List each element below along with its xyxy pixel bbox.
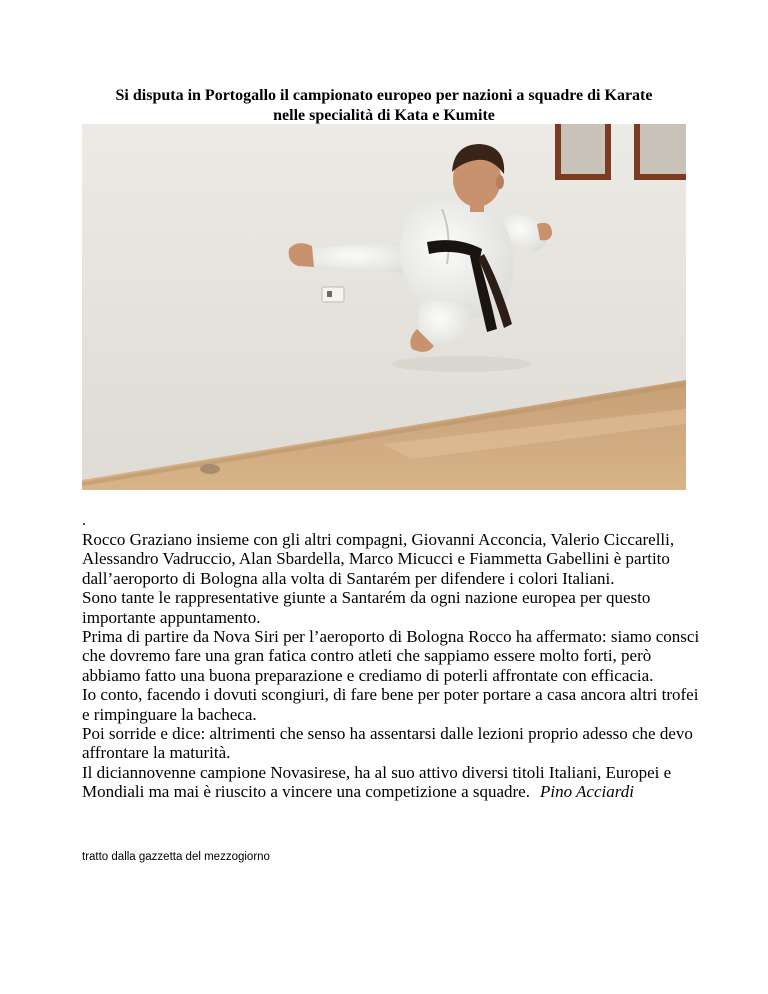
article-paragraph: Sono tante le rappresentative giunte a Santarém da ogni nazione europea per questo importante appuntamento.	[82, 588, 651, 627]
headline	[0, 86, 768, 126]
headline-line-2: nelle specialità di Kata e Kumite	[273, 107, 495, 124]
article-last-text: Il diciannovenne campione Novasirese, ha al suo attivo diversi titoli Italiani, Europei e Mondiali ma mai è riuscito a vincere una competizione a squadre.	[82, 762, 672, 802]
article-paragraph: Rocco Graziano insieme con gli altri compagni, Giovanni Acconcia, Valerio Ciccarelli, Alessandro Vadruccio, Alan Sbardella, Marco Micucci e Fiammetta Gabellini è partito dall’aeroporto di Bologna alla volta di Santarém per difendere i colori Italiani.	[82, 530, 675, 588]
article-author: Pino Acciardi	[539, 782, 634, 802]
article-paragraph: Poi sorride e dice: altrimenti che senso ha assentarsi dalle lezioni proprio adesso che devo affrontare la maturità.	[82, 724, 693, 763]
karate-jump-kick-photo	[82, 124, 686, 490]
article-paragraph: Prima di partire da Nova Siri per l’aeroporto di Bologna Rocco ha affermato: siamo consci che dovremo fare una gran fatica contro atleti che sappiamo essere molto forti, però abbiamo fatto una buona preparazione e crediamo di poterli affrontate con efficacia.	[82, 627, 700, 685]
article-paragraph-last	[82, 763, 702, 802]
article-body	[82, 530, 702, 802]
source-note: tratto dalla gazzetta del mezzogiorno	[82, 851, 270, 863]
separator-dot: .	[82, 512, 86, 529]
article-paragraph: Io conto, facendo i dovuti scongiuri, di fare bene per poter portare a casa ancora altri trofei e rimpinguare la bacheca.	[82, 685, 699, 724]
headline-line-1: Si disputa in Portogallo il campionato europeo per nazioni a squadre di Karate	[115, 87, 653, 104]
